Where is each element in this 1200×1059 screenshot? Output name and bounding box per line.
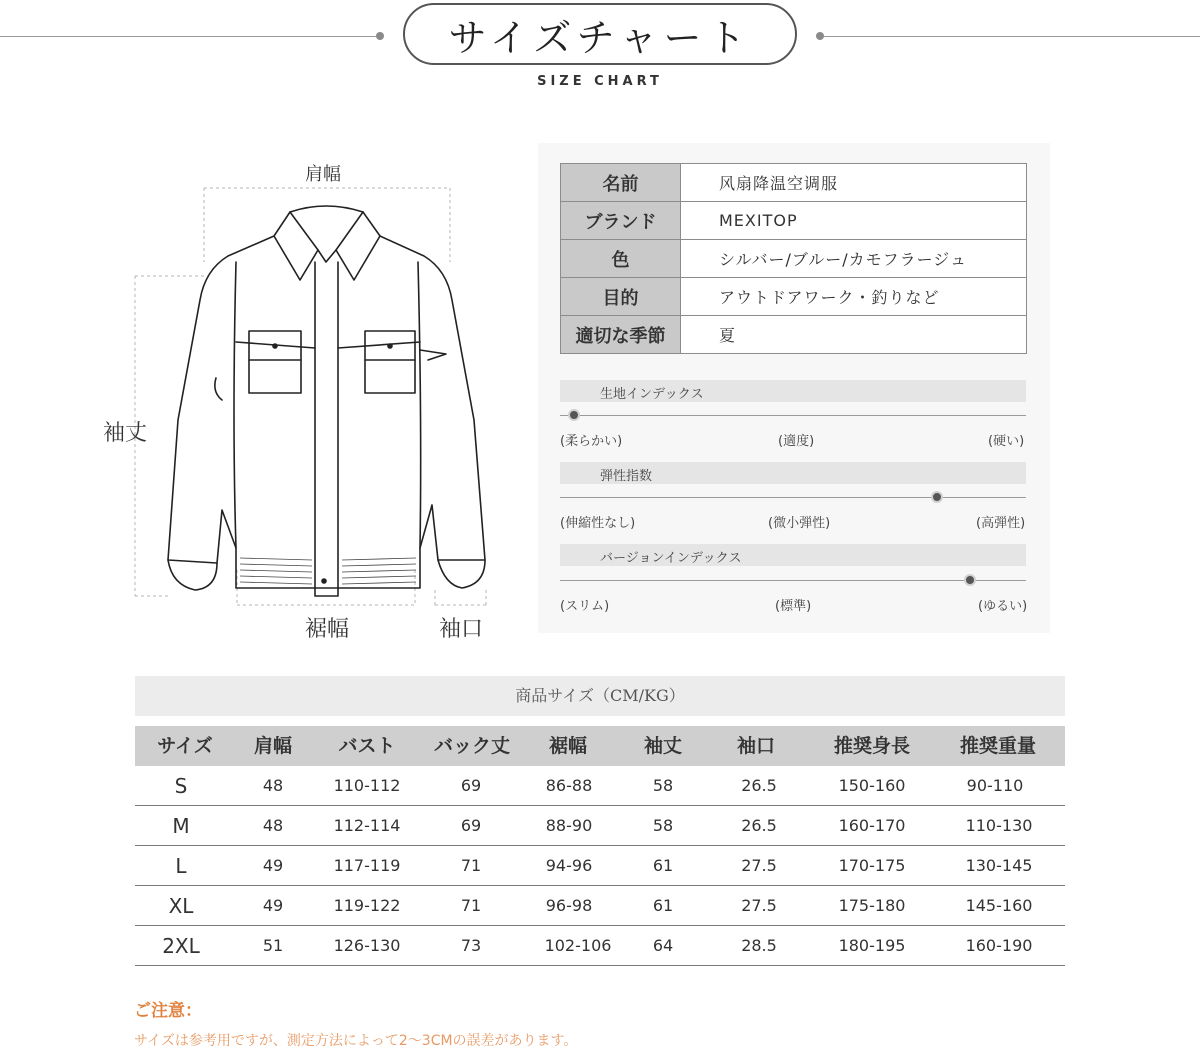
fabric-index-bar: [560, 380, 1026, 402]
weight-cell: 130-145: [965, 856, 1033, 875]
size-table-header: [135, 726, 1065, 766]
cuff-cell: 28.5: [741, 936, 777, 955]
height-cell: 160-170: [838, 816, 906, 835]
fabric-index-title: 生地インデックス: [600, 387, 704, 402]
page-title: [403, 3, 797, 65]
elasticity-index-label-mid: (微小弾性): [768, 516, 831, 531]
fabric-index-label-right: (硬い): [988, 434, 1025, 449]
header-cuff: 袖口: [736, 735, 776, 757]
cuff-cell: 26.5: [741, 816, 777, 835]
version-index-bar: [560, 544, 1026, 566]
bust-cell: 119-122: [333, 896, 401, 915]
elasticity-index-title: 弾性指数: [600, 469, 653, 484]
weight-cell: 90-110: [966, 776, 1024, 795]
version-index-track: [560, 580, 1026, 581]
cuff-cell: 27.5: [741, 896, 777, 915]
header-recommended-weight: 推奨重量: [959, 735, 1037, 757]
sleeve-length-cell: 58: [652, 816, 674, 835]
info-value: アウトドアワーク・釣りなど: [681, 278, 1027, 316]
cuff-label: 袖口: [439, 617, 484, 642]
bust-cell: 126-130: [333, 936, 401, 955]
info-key: 適切な季節: [561, 316, 681, 354]
info-row: [561, 164, 1027, 202]
version-index-label-left: (スリム): [560, 599, 610, 614]
note-text: サイズは参考用ですが、測定方法によって2〜3CMの誤差があります。: [134, 1033, 578, 1049]
size-cell: XL: [168, 894, 194, 918]
sleeve-length-cell: 64: [652, 936, 674, 955]
info-key: 目的: [561, 278, 681, 316]
hem-width-cell: 102-106: [544, 936, 612, 955]
hem-width-cell: 94-96: [545, 856, 593, 875]
header-recommended-height: 推奨身長: [833, 735, 911, 757]
table-row: [135, 846, 1065, 886]
size-cell: S: [174, 774, 188, 798]
size-cell: M: [172, 814, 190, 838]
bust-cell: 112-114: [333, 816, 401, 835]
height-cell: 170-175: [838, 856, 906, 875]
size-cell: L: [175, 854, 187, 878]
page-subtitle: SIZE CHART: [537, 74, 663, 89]
back-length-cell: 69: [460, 816, 482, 835]
info-key: 名前: [561, 164, 681, 202]
info-row: [561, 202, 1027, 240]
info-row: [561, 316, 1027, 354]
info-value: MEXITOP: [681, 202, 1027, 240]
sleeve-length-cell: 58: [652, 776, 674, 795]
product-info-table: [560, 163, 1027, 354]
elasticity-index-label-left: (伸縮性なし): [560, 516, 636, 531]
shoulder-cell: 49: [262, 896, 284, 915]
back-length-cell: 71: [460, 856, 482, 875]
weight-cell: 145-160: [965, 896, 1033, 915]
hem-width-cell: 96-98: [545, 896, 593, 915]
shoulder-cell: 48: [262, 776, 284, 795]
info-row: [561, 278, 1027, 316]
header-sleeve-length: 袖丈: [643, 735, 683, 757]
cuff-cell: 26.5: [741, 776, 777, 795]
header-line-left: [0, 36, 380, 37]
version-index-title: バージョンインデックス: [600, 551, 742, 566]
table-row: [135, 886, 1065, 926]
height-cell: 150-160: [838, 776, 906, 795]
info-value: 夏: [681, 316, 1027, 354]
shoulder-cell: 51: [262, 936, 284, 955]
size-table-caption: 商品サイズ（CM/KG）: [135, 676, 1065, 716]
table-row: [135, 926, 1065, 966]
header-dot-right: [816, 32, 824, 40]
header-dot-left: [376, 32, 384, 40]
weight-cell: 110-130: [965, 816, 1033, 835]
page-title-text: サイズチャート: [448, 15, 752, 60]
cuff-cell: 27.5: [741, 856, 777, 875]
bust-cell: 110-112: [333, 776, 401, 795]
fabric-index-marker: [568, 409, 580, 421]
note-title: ご注意：: [134, 1001, 202, 1021]
header-back-length: バック丈: [433, 735, 511, 757]
info-key: ブランド: [561, 202, 681, 240]
shoulder-label: 肩幅: [305, 164, 341, 185]
jacket-illustration: [130, 180, 510, 610]
version-index-label-right: (ゆるい): [978, 599, 1028, 614]
header-line-right: [820, 36, 1200, 37]
table-row: [135, 806, 1065, 846]
back-length-cell: 69: [460, 776, 482, 795]
size-cell: 2XL: [162, 934, 200, 958]
hem-width-label: 裾幅: [305, 617, 350, 642]
height-cell: 180-195: [838, 936, 906, 955]
weight-cell: 160-190: [965, 936, 1033, 955]
shoulder-cell: 49: [262, 856, 284, 875]
elasticity-index-track: [560, 497, 1026, 498]
info-key: 色: [561, 240, 681, 278]
elasticity-index-bar: [560, 462, 1026, 484]
hem-width-cell: 88-90: [545, 816, 593, 835]
table-row: [135, 766, 1065, 806]
fabric-index-label-left: (柔らかい): [560, 434, 623, 449]
version-index-marker: [964, 574, 976, 586]
sleeve-length-label: 袖丈: [103, 421, 148, 446]
header-size: サイズ: [157, 735, 213, 757]
header-bust: バスト: [338, 735, 396, 757]
back-length-cell: 71: [460, 896, 482, 915]
info-value: 风扇降温空调服: [681, 164, 1027, 202]
header-shoulder: 肩幅: [253, 735, 293, 757]
back-length-cell: 73: [460, 936, 482, 955]
elasticity-index-label-right: (高弾性): [976, 516, 1026, 531]
sleeve-length-cell: 61: [652, 856, 674, 875]
sleeve-length-cell: 61: [652, 896, 674, 915]
fabric-index-label-mid: (適度): [778, 434, 815, 449]
height-cell: 175-180: [838, 896, 906, 915]
hem-width-cell: 86-88: [545, 776, 593, 795]
version-index-label-mid: (標準): [775, 599, 812, 614]
info-row: [561, 240, 1027, 278]
info-value: シルバー/ブルー/カモフラージュ: [681, 240, 1027, 278]
shoulder-cell: 48: [262, 816, 284, 835]
header-hem-width: 裾幅: [548, 735, 588, 757]
bust-cell: 117-119: [333, 856, 401, 875]
fabric-index-track: [560, 415, 1026, 416]
